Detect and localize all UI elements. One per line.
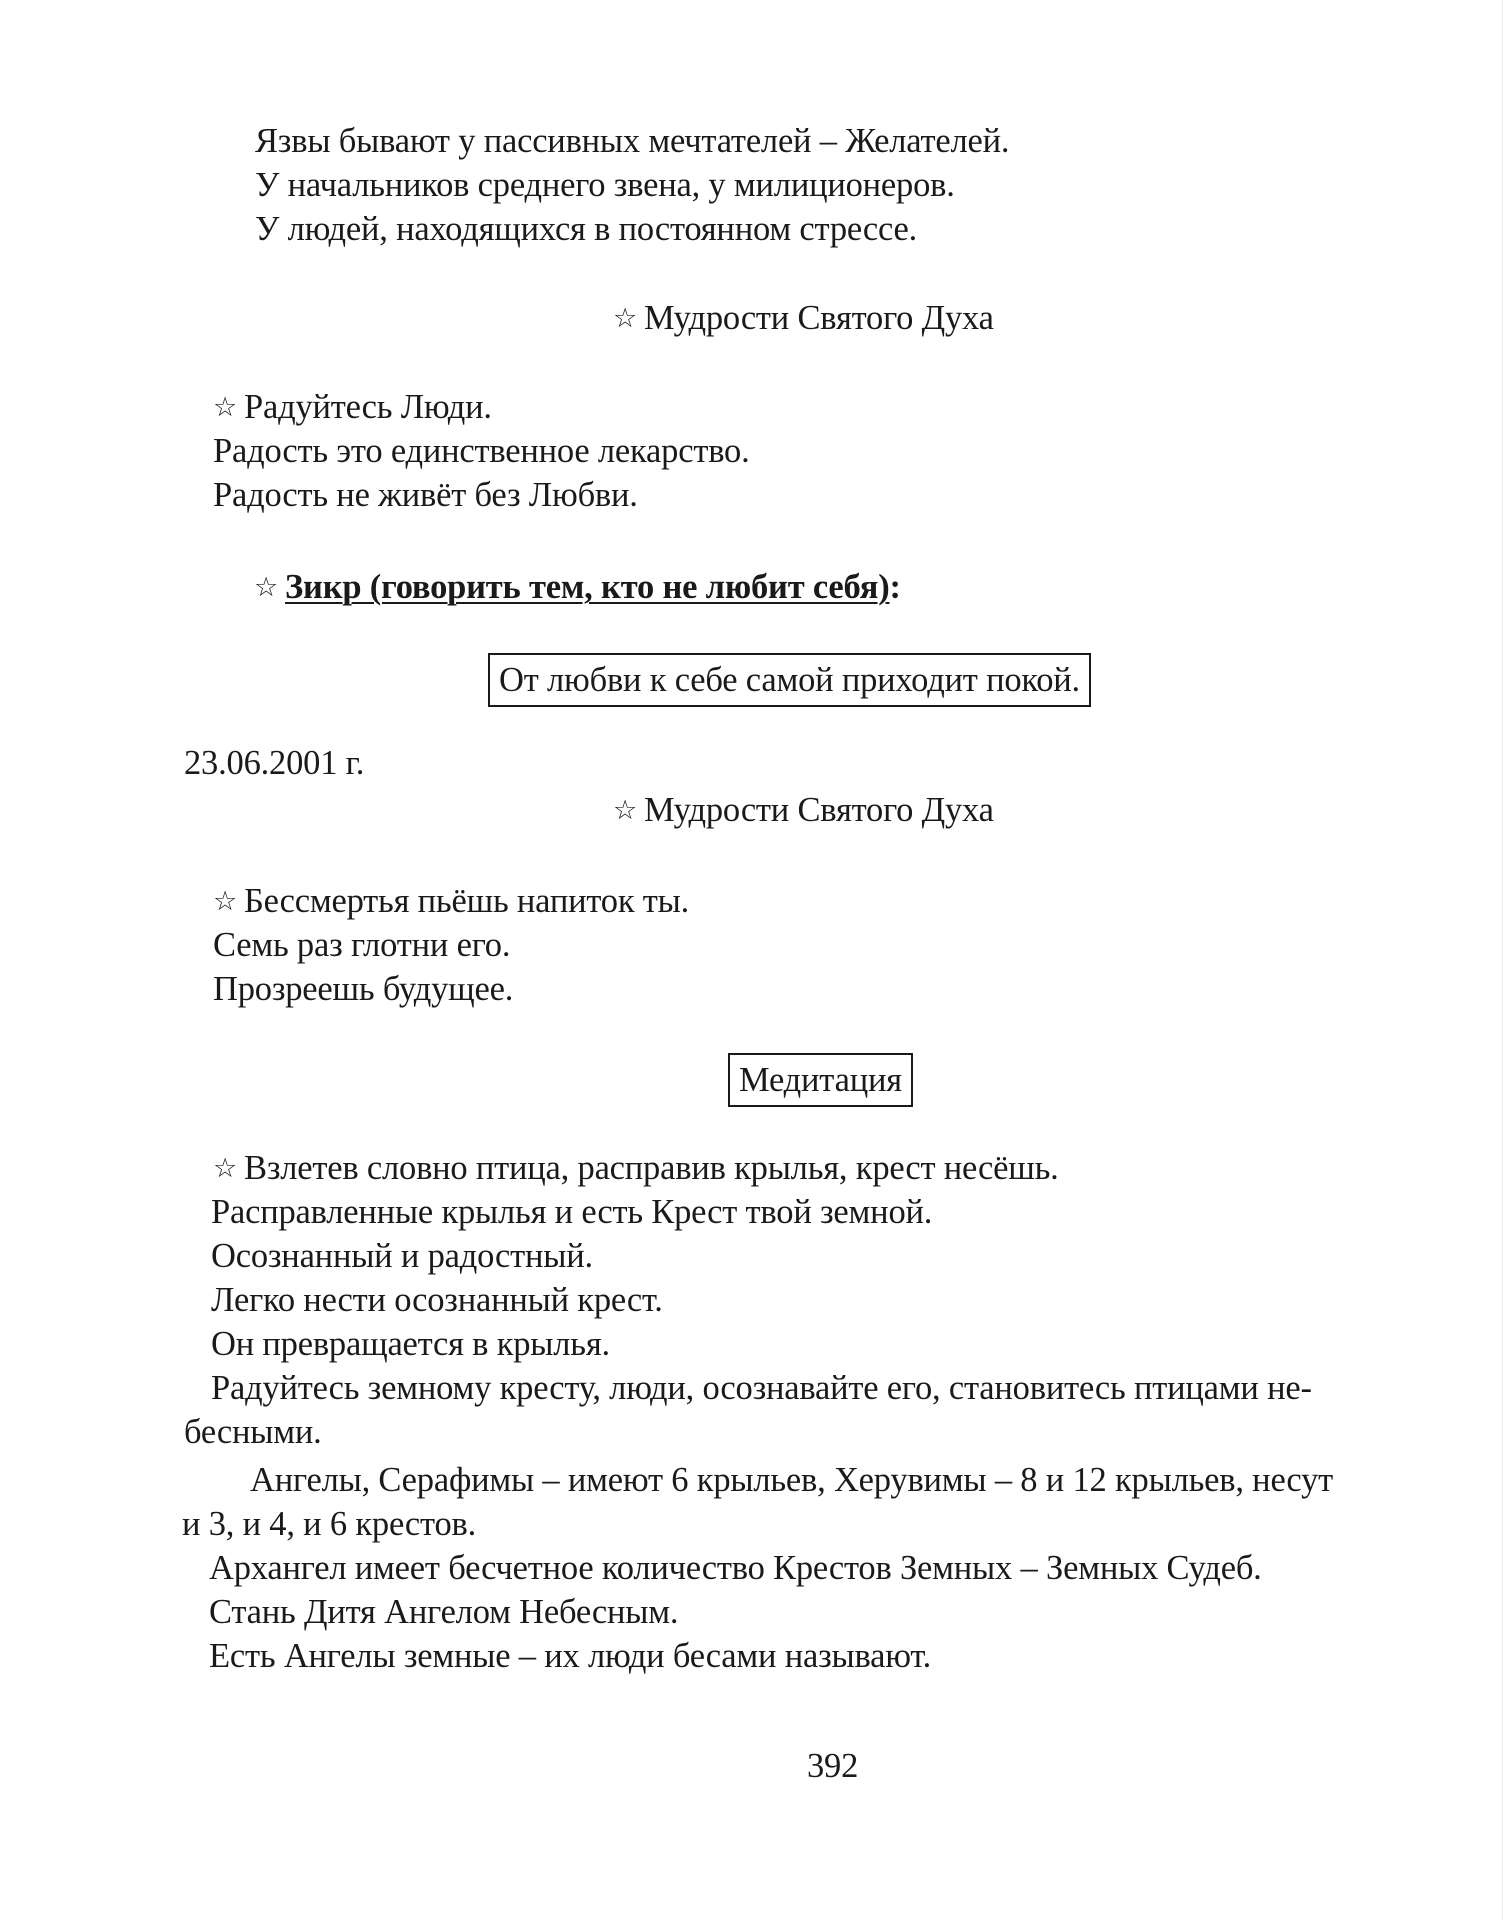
- text-line: Радуйтесь земному кресту, люди, осознавайте его, становитесь птицами не-: [211, 1369, 1312, 1407]
- text-line: Взлетев словно птица, расправив крылья, крест несёшь.: [244, 1149, 1059, 1187]
- text-line: Ангелы, Серафимы – имеют 6 крыльев, Херувимы – 8 и 12 крыльев, несут: [250, 1461, 1334, 1499]
- star-icon: ☆: [213, 392, 238, 423]
- text-line: Он превращается в крылья.: [211, 1325, 610, 1363]
- star-icon: ☆: [613, 795, 638, 826]
- text-line: Стань Дитя Ангелом Небесным.: [209, 1593, 679, 1631]
- text-line: Язвы бывают у пассивных мечтателей – Желателей.: [255, 122, 1010, 160]
- meditation-box: Медитация: [728, 1053, 913, 1107]
- star-icon: ☆: [213, 886, 238, 917]
- text-line: У начальников среднего звена, у милиционеров.: [255, 166, 955, 204]
- paragraph-first-line: [213, 385, 492, 432]
- zikr-box: От любви к себе самой приходит покой.: [488, 653, 1091, 707]
- text-line: Архангел имеет бесчетное количество Крестов Земных – Земных Судеб.: [209, 1549, 1262, 1587]
- star-icon: ☆: [613, 303, 638, 334]
- zikr-heading-text: Зикр (говорить тем, кто не любит себя): [285, 568, 890, 606]
- paragraph-first-line: [213, 879, 689, 926]
- section-heading-text: Мудрости Святого Духа: [644, 299, 994, 337]
- section-heading: [613, 296, 994, 343]
- section-heading: [613, 788, 994, 835]
- date: 23.06.2001 г.: [184, 744, 365, 782]
- zikr-heading: [254, 565, 901, 612]
- text-line: Есть Ангелы земные – их люди бесами называют.: [209, 1637, 932, 1675]
- text-line: Семь раз глотни его.: [213, 926, 511, 964]
- star-icon: ☆: [254, 572, 279, 603]
- section-heading-text: Мудрости Святого Духа: [644, 791, 994, 829]
- text-line: Расправленные крылья и есть Крест твой земной.: [211, 1193, 933, 1231]
- text-line: Радуйтесь Люди.: [244, 388, 492, 426]
- star-icon: ☆: [213, 1153, 238, 1184]
- text-line: Прозреешь будущее.: [213, 970, 514, 1008]
- page-number: 392: [807, 1747, 859, 1785]
- text-line: бесными.: [184, 1413, 322, 1451]
- paragraph-first-line: [213, 1146, 1059, 1193]
- text-line: Легко нести осознанный крест.: [211, 1281, 663, 1319]
- text-line: и 3, и 4, и 6 крестов.: [182, 1505, 477, 1543]
- text-line: Радость не живёт без Любви.: [213, 476, 638, 514]
- text-line: Осознанный и радостный.: [211, 1237, 593, 1275]
- zikr-heading-colon: :: [889, 568, 901, 606]
- text-line: У людей, находящихся в постоянном стрессе.: [255, 210, 918, 248]
- text-line: Бессмертья пьёшь напиток ты.: [244, 882, 690, 920]
- text-line: Радость это единственное лекарство.: [213, 432, 750, 470]
